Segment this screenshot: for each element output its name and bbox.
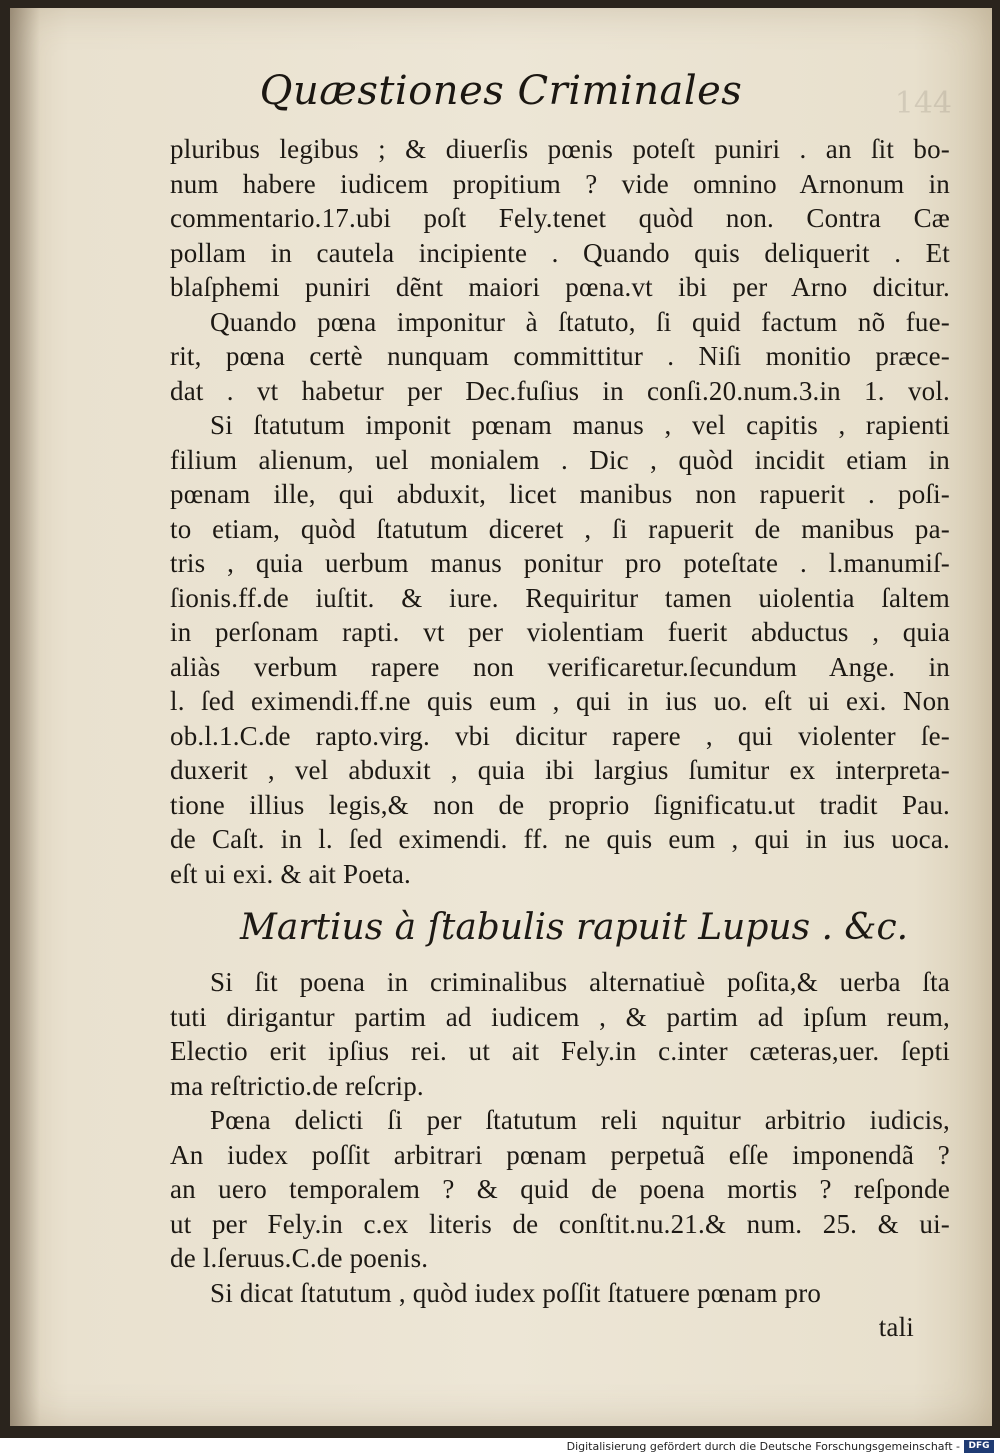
text-line: in perſonam rapti. vt per violentiam fuerit abductus , quia [170,617,950,647]
text-line: pœnam ille, qui abduxit, licet manibus non rapuerit . poſi- [170,479,950,509]
text-line: ma reſtrictio.de reſcrip. [170,1070,424,1101]
running-head: Quæstiones Criminales [259,68,743,114]
text-line: de Caſt. in l. ſed eximendi. ff. ne quis eum , qui in ius uoca. [170,824,950,854]
book-page [10,8,992,1426]
text-line: num habere iudicem propitium ? vide omnino Arnonum in [170,168,950,199]
text-block [170,132,950,1345]
text-line: Quando pœna imponitur à ſtatuto, ſi quid factum nõ fue- [210,306,950,337]
text-line: rit, pœna certè nunquam committitur . Niſi monitio præce- [170,341,950,371]
paragraph-group-1 [170,132,950,891]
text-line: blaſphemi puniri dẽnt maiori pœna.vt ibi per Arno dicitur. [170,272,950,302]
text-line: Electio erit ipſius rei. ut ait Fely.in c.inter cæteras,uer. ſepti [170,1036,950,1066]
text-line: Si ſit poena in criminalibus alternatiuè poſita,& uerba ſta [210,967,950,997]
text-line: aliàs verbum rapere non verificaretur.ſecundum Ange. in [170,651,950,682]
text-line: duxerit , vel abduxit , quia ibi largius ſumitur ex interpreta- [170,755,950,785]
text-line: ob.l.1.C.de rapto.virg. vbi dicitur rapere , qui violenter ſe- [170,720,950,751]
text-line: Pœna delicti ſi per ſtatutum reli nquitur arbitrio iudicis, [210,1105,950,1135]
text-line: tione illius legis,& non de proprio ſignificatu.ut tradit Pau. [170,789,950,820]
text-line: dat . vt habetur per Dec.fuſius in conſi.20.num.3.in 1. vol. [170,375,950,406]
dfg-logo-icon: DFG [964,1440,994,1453]
text-line: Si dicat ſtatutum , quòd iudex poſſit ſtatuere pœnam pro [210,1277,822,1308]
text-line: Si ſtatutum imponit pœnam manus , vel capitis , rapienti [210,410,950,440]
text-line: tris , quia uerbum manus ponitur pro poteſtate . l.manumiſ- [170,548,950,578]
text-line: de l.ſeruus.C.de poenis. [170,1243,429,1273]
catchword: tali [878,1312,914,1342]
bleed-through-folio: 144 [894,86,952,121]
text-line: pollam in cautela incipiente . Quando quis deliquerit . Et [170,237,950,268]
text-line: filium alienum, uel monialem . Dic , quòd incidit etiam in [170,444,950,475]
footer-credit: Digitalisierung gefördert durch die Deutsche Forschungsgemeinschaft - [566,1440,960,1453]
text-line: commentario.17.ubi poſt Fely.tenet quòd non. Contra Cæ [170,203,950,233]
text-line: An iudex poſſit arbitrari pœnam perpetuã eſſe imponendã ? [170,1139,950,1170]
text-line: tuti dirigantur partim ad iudicem , & partim ad ipſum reum, [170,1001,950,1032]
text-line: pluribus legibus ; & diuerſis pœnis poteſt puniri . an ſit bo- [170,134,950,164]
verse-quote: Martius à ſtabulis rapuit Lupus . &c. [240,907,909,948]
text-line: l. ſed eximendi.ff.ne quis eum , qui in ius uo. eſt ui exi. Non [170,686,950,716]
text-line: eſt ui exi. & ait Poeta. [170,858,411,889]
paragraph-group-2 [170,965,950,1310]
text-line: an uero temporalem ? & quid de poena mortis ? reſponde [170,1174,950,1204]
text-line: ſionis.ff.de iuſtit. & iure. Requiritur tamen uiolentia ſaltem [170,582,950,613]
text-line: ut per Fely.in c.ex literis de conſtit.nu.21.& num. 25. & ui- [170,1208,950,1239]
gutter-shadow [10,8,40,1426]
text-line: to etiam, quòd ſtatutum diceret , ſi rapuerit de manibus pa- [170,513,950,544]
